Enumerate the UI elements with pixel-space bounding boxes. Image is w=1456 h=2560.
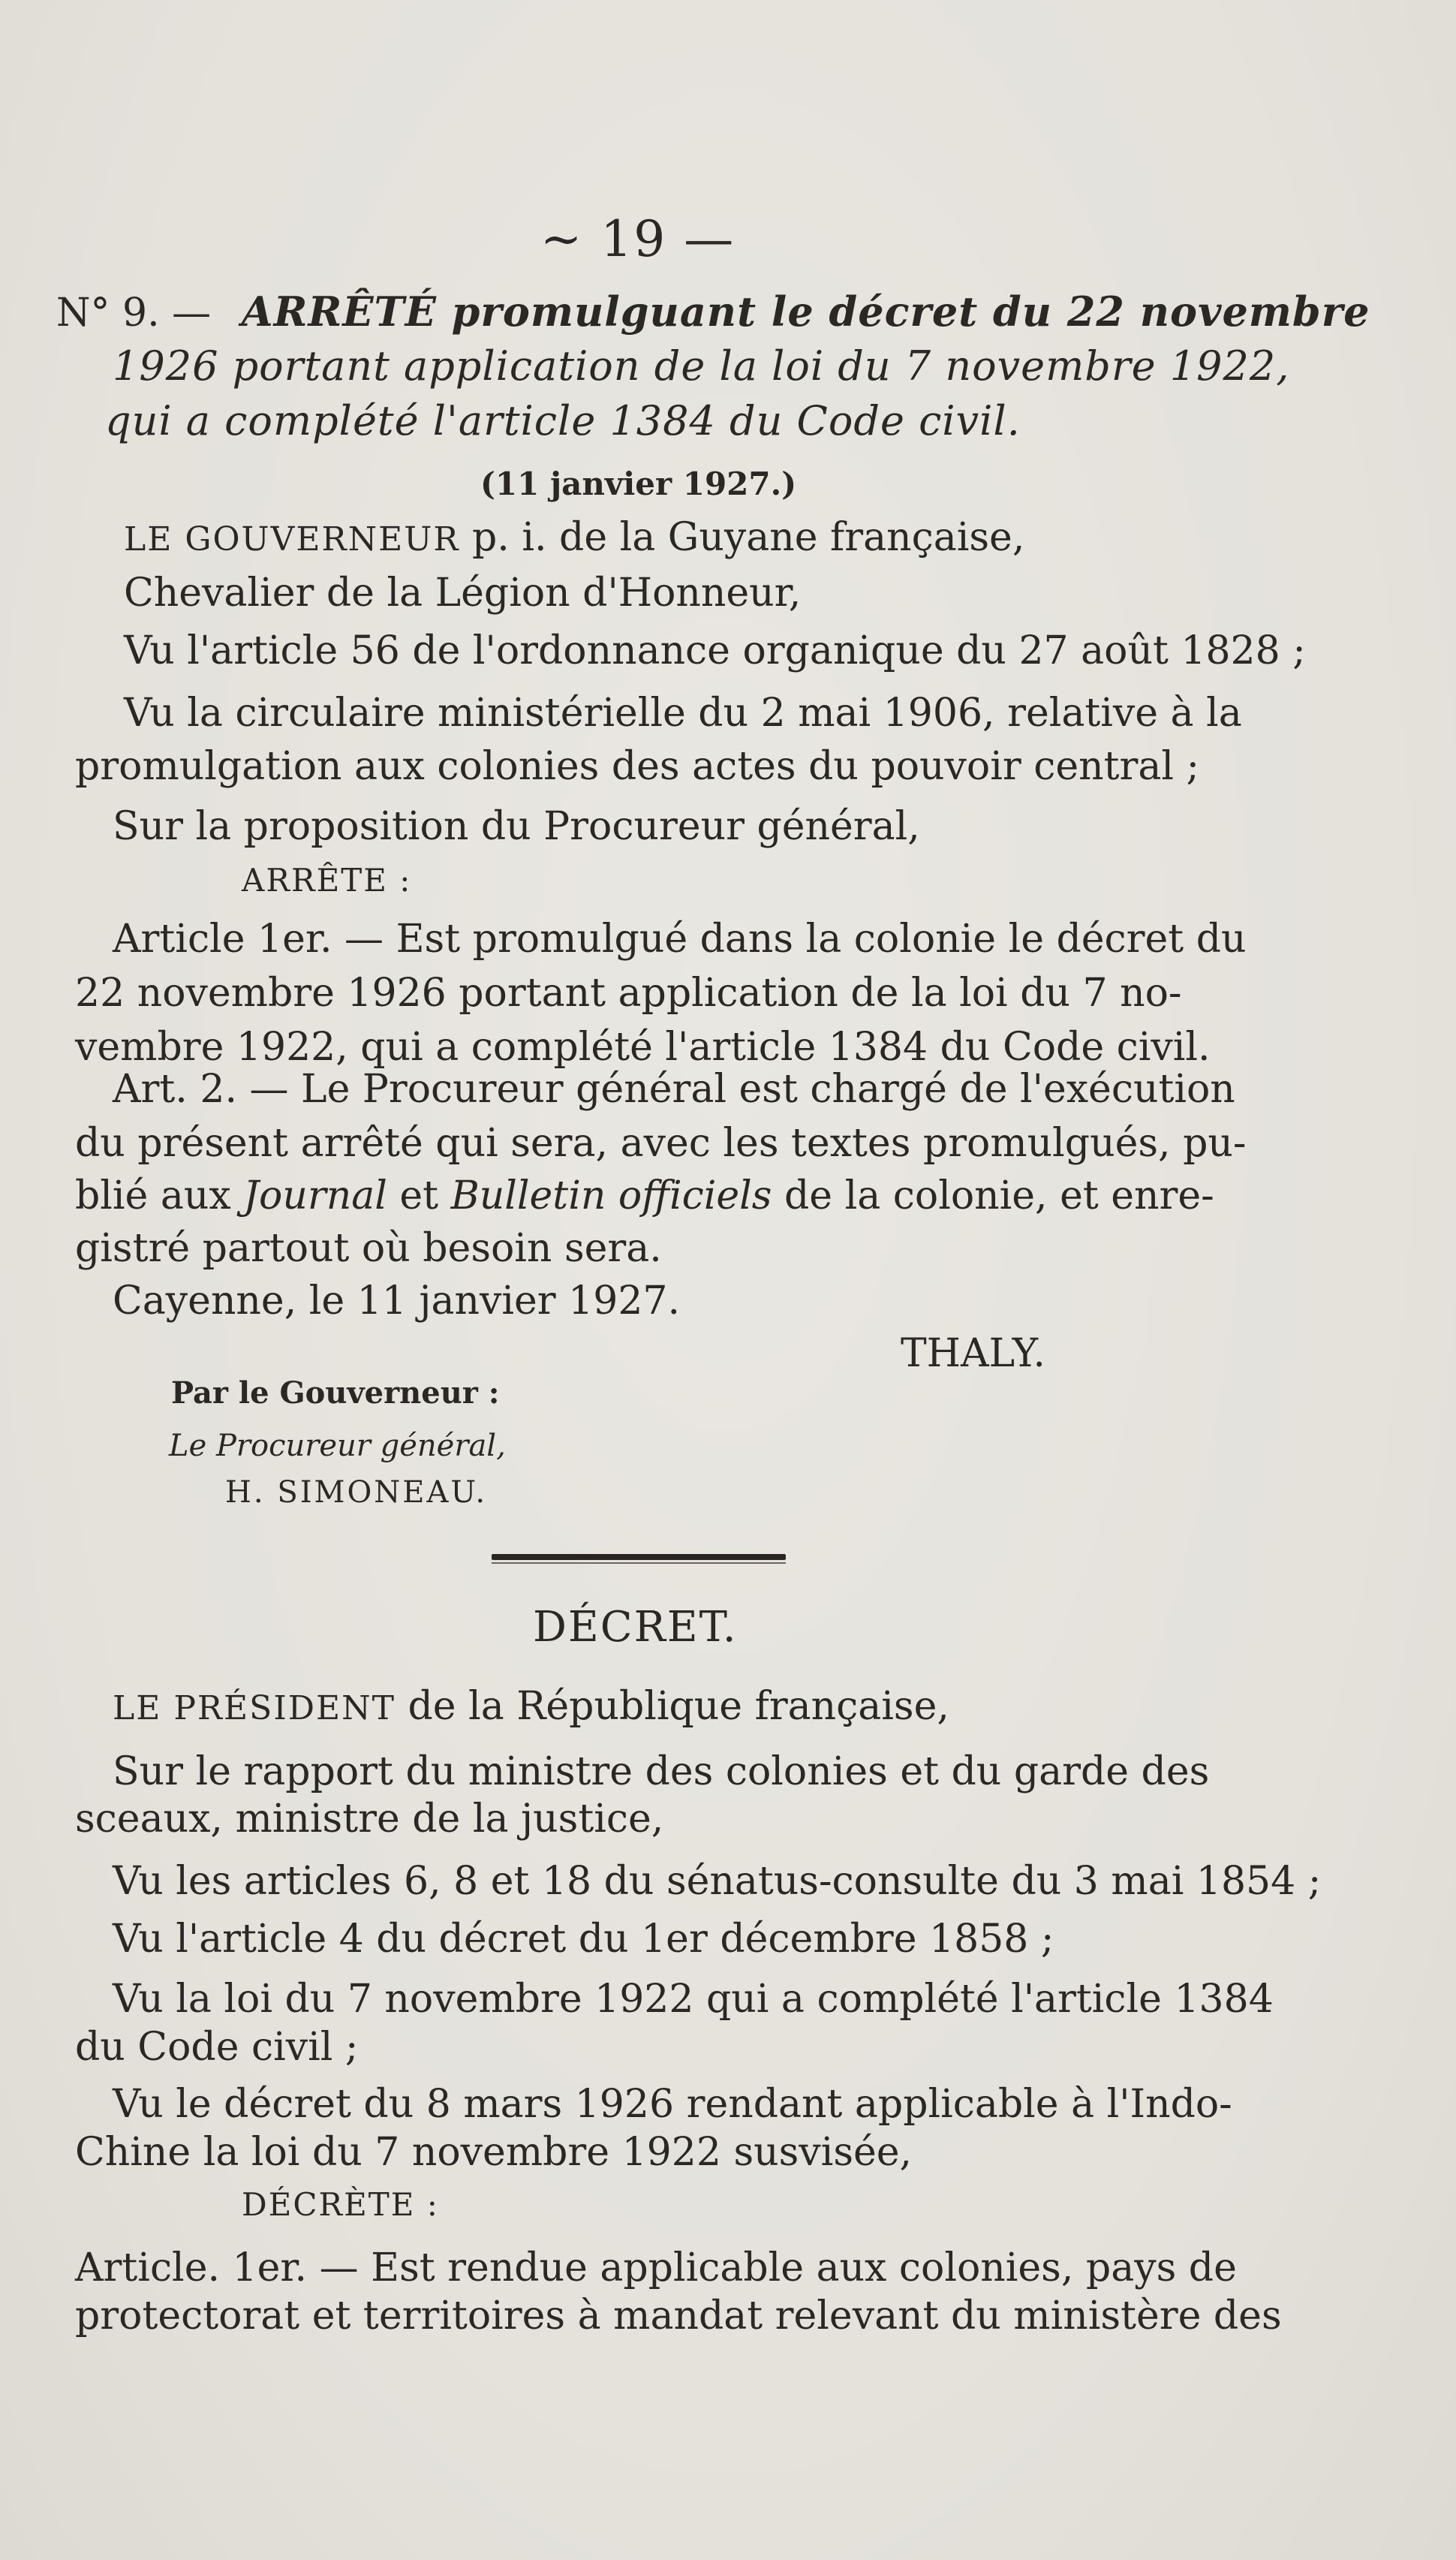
heading-date: (11 janvier 1927.) xyxy=(480,465,797,502)
article-1-line-3: vembre 1922, qui a complété l'article 1384 du Code civil. xyxy=(75,1025,1211,1070)
president-title: LE PRÉSIDENT xyxy=(113,1689,396,1727)
text-fragment: blié aux xyxy=(75,1173,231,1218)
gouverneur-rest: p. i. de la Guyane française, xyxy=(472,515,1025,560)
decret-line-1 xyxy=(113,1682,949,1733)
arrete-line-1 xyxy=(124,513,1024,565)
signature-thaly: THALY. xyxy=(901,1331,1045,1376)
heading-line-2: 1926 portant application de la loi du 7 novembre 1922, xyxy=(113,342,1290,390)
decret-line-3: sceaux, ministre de la justice, xyxy=(75,1797,664,1842)
article-2-line-4: gistré partout où besoin sera. xyxy=(75,1226,662,1271)
decret-line-4: Vu les articles 6, 8 et 18 du sénatus-consulte du 3 mai 1854 ; xyxy=(113,1859,1322,1904)
place-date: Cayenne, le 11 janvier 1927. xyxy=(113,1278,681,1324)
decrete-label: DÉCRÈTE : xyxy=(242,2186,439,2223)
heading-line-3: qui a complété l'article 1384 du Code civil. xyxy=(105,397,1021,444)
arrete-line-3: Vu l'article 56 de l'ordonnance organique du 27 août 1828 ; xyxy=(124,628,1306,673)
text-fragment: et xyxy=(399,1173,439,1218)
decret-line-2: Sur le rapport du ministre des colonies et du garde des xyxy=(113,1749,1210,1794)
arrete-line-6: Sur la proposition du Procureur général, xyxy=(113,804,920,849)
bulletin-title: Bulletin officiels xyxy=(450,1173,772,1218)
decret-line-9: Chine la loi du 7 novembre 1922 susvisée, xyxy=(75,2130,913,2175)
arrete-line-5: promulgation aux colonies des actes du pouvoir central ; xyxy=(75,744,1200,789)
section-divider xyxy=(492,1554,786,1560)
page-number: ~ 19 — xyxy=(540,210,736,268)
decret-article-1-line-1: Article. 1er. — Est rendue applicable aux colonies, pays de xyxy=(75,2245,1237,2290)
decret-line-7: du Code civil ; xyxy=(75,2025,359,2070)
heading-line-1 xyxy=(56,287,1370,338)
president-rest: de la République française, xyxy=(408,1684,949,1729)
article-2-line-2: du présent arrêté qui sera, avec les textes promulgués, pu- xyxy=(75,1121,1247,1166)
decret-article-1-line-2: protectorat et territoires à mandat relevant du ministère des xyxy=(75,2293,1282,2339)
decret-title: DÉCRET. xyxy=(533,1603,738,1652)
procureur-name: H. SIMONEAU. xyxy=(225,1475,488,1510)
section-divider-underline xyxy=(492,1562,786,1564)
heading-title: ARRÊTÉ promulguant le décret du 22 novembre xyxy=(241,288,1370,336)
decret-line-5: Vu l'article 4 du décret du 1er décembre 1858 ; xyxy=(113,1917,1054,1962)
text-fragment: de la colonie, et enre- xyxy=(784,1173,1214,1218)
article-2-line-1: Art. 2. — Le Procureur général est chargé de l'exécution xyxy=(113,1067,1235,1112)
decret-line-8: Vu le décret du 8 mars 1926 rendant applicable à l'Indo- xyxy=(113,2082,1232,2127)
arrete-label: ARRÊTE : xyxy=(242,862,412,899)
journal-title: Journal xyxy=(243,1173,387,1218)
decret-line-6: Vu la loi du 7 novembre 1922 qui a complété l'article 1384 xyxy=(113,1977,1274,2022)
article-1-line-1: Article 1er. — Est promulgué dans la colonie le décret du xyxy=(113,917,1247,962)
procureur-general: Le Procureur général, xyxy=(169,1429,506,1463)
heading-number: N° 9. — xyxy=(56,291,212,336)
gouverneur-title: LE GOUVERNEUR xyxy=(124,520,460,559)
article-1-line-2: 22 novembre 1926 portant application de la loi du 7 no- xyxy=(75,971,1182,1016)
arrete-line-4: Vu la circulaire ministérielle du 2 mai 1906, relative à la xyxy=(124,691,1242,736)
article-2-line-3 xyxy=(75,1171,1214,1221)
par-le-gouverneur: Par le Gouverneur : xyxy=(171,1375,500,1411)
arrete-line-2: Chevalier de la Légion d'Honneur, xyxy=(124,571,802,616)
